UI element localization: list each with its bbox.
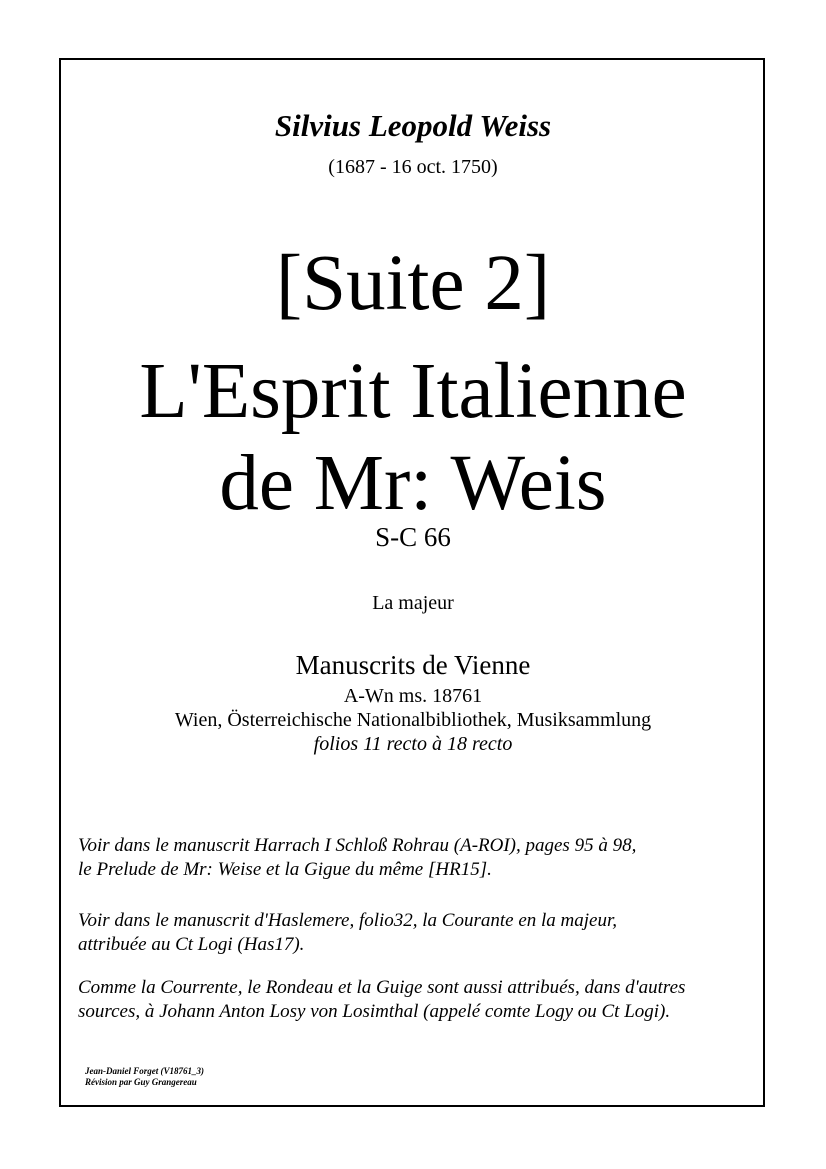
catalog-number: S-C 66 <box>375 522 451 552</box>
composer-name: Silvius Leopold Weiss <box>274 108 552 143</box>
source-library: Wien, Österreichische Nationalbibliothek, Musiksammlung <box>174 709 652 731</box>
note-line: le Prelude de Mr: Weise et la Gigue du même [HR15]. <box>78 859 492 880</box>
composer-dates: (1687 - 16 oct. 1750) <box>328 156 498 178</box>
note-line: attribuée au Ct Logi (Has17). <box>78 934 305 955</box>
note-line: Comme la Courrente, le Rondeau et la Guige sont aussi attribués, dans d'autres <box>78 977 686 998</box>
credit-author: Jean-Daniel Forget (V18761_3) <box>85 1066 204 1076</box>
note-line: Voir dans le manuscrit Harrach I Schloß Rohrau (A-ROI), pages 95 à 98, <box>78 835 637 856</box>
source-folios: folios 11 recto à 18 recto <box>313 733 513 755</box>
source-shelfmark: A-Wn ms. 18761 <box>343 685 483 707</box>
work-title-line-2: de Mr: Weis <box>219 440 607 527</box>
note-line: Voir dans le manuscrit d'Haslemere, folio32, la Courante en la majeur, <box>78 910 618 931</box>
note-haslemere <box>78 909 768 957</box>
note-harrach <box>78 834 768 882</box>
suite-title: [Suite 2] <box>275 240 551 327</box>
note-line: sources, à Johann Anton Losy von Losimthal (appelé comte Logy ou Ct Logi). <box>78 1001 671 1022</box>
source-heading: Manuscrits de Vienne <box>295 650 531 680</box>
key-signature: La majeur <box>372 592 454 614</box>
credit-revision: Révision par Guy Grangereau <box>85 1077 197 1087</box>
note-attribution <box>78 976 768 1024</box>
work-title-line-1: L'Esprit Italienne <box>139 348 687 435</box>
